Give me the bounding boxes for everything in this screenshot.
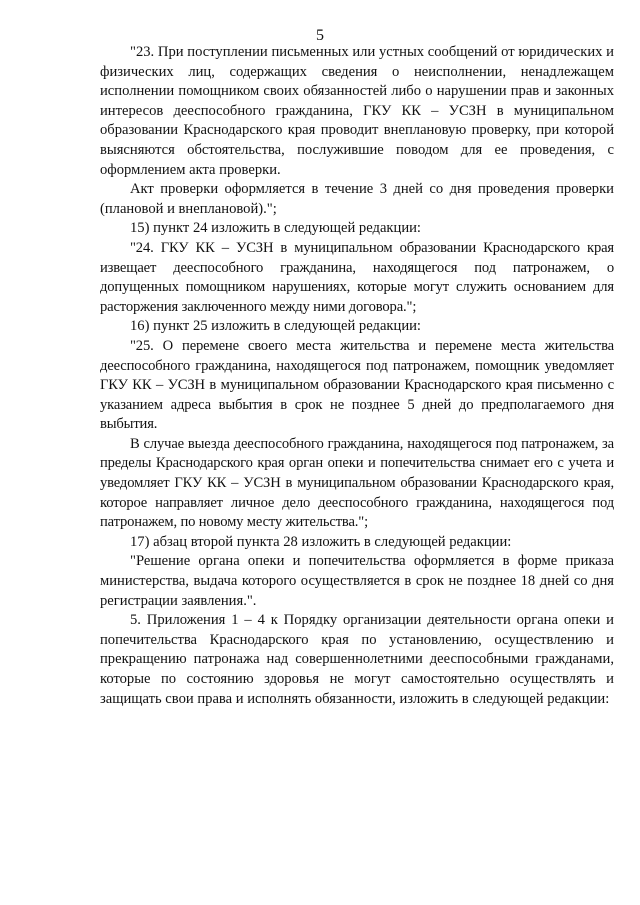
paragraph-decision: "Решение органа опеки и попечительства оформляется в форме приказа министерства, выдача которого осуществляется в срок не позднее 18 дней со дня регистрации заявления.". (100, 553, 614, 609)
paragraph-item-24: "24. ГКУ КК – УСЗН в муниципальном образовании Краснодарского края извещает дееспособного гражданина, находящегося под патронажем, о допущенных помощником нарушениях, которые могут служить основанием для расторжения заключенного между ними договора."; (100, 239, 614, 315)
paragraph-departure: В случае выезда дееспособного гражданина, находящегося под патронажем, за пределы Краснодарского края орган опеки и попечительства снимает его с учета и уведомляет ГКУ КК – УСЗН в муниципальном образовании Краснодарского края, которое направляет личное дело дееспособного гражданина, находящегося под патронажем, по новому месту жительства."; (100, 435, 614, 531)
paragraph-amend-17: 17) абзац второй пункта 28 изложить в следующей редакции: (130, 533, 512, 550)
paragraph-item-25: "25. О перемене своего места жительства и перемене места жительства дееспособного гражданина, находящегося под патронажем, помощник уведомляет ГКУ КК – УСЗН в муниципальном образовании Краснодарского края письменно с указанием адреса выбытия в срок не позднее 5 дней до предполагаемого дня выбытия. (100, 337, 614, 433)
paragraph-appendices: 5. Приложения 1 – 4 к Порядку организации деятельности органа опеки и попечительства Краснодарского края по установлению, осуществлению и прекращению патронажа над совершеннолетними дееспособными гражданами, которые по состоянию здоровья не могут самостоятельно осуществлять и защищать свои права и исполнять обязанности, изложить в следующей редакции: (100, 612, 614, 707)
paragraph-item-23: "23. При поступлении письменных или устных сообщений от юридических и физических лиц, содержащих сведения о неисполнении, ненадлежащем исполнении помощником своих обязанностей либо о нарушении прав и законных интересов дееспособного гражданина, ГКУ КК – УСЗН в муниципальном образовании Краснодарского края проводит внеплановую проверку, при которой выясняются обстоятельства, послужившие поводом для ее проведения, с оформлением акта проверки. (100, 44, 614, 178)
paragraph-amend-16: 16) пункт 25 изложить в следующей редакции: (130, 318, 421, 335)
document-body (100, 43, 614, 709)
paragraph-inspection-act: Акт проверки оформляется в течение 3 дней со дня проведения проверки (плановой и внеплановой)."; (100, 181, 614, 217)
page-number: 5 (316, 27, 324, 44)
paragraph-amend-15: 15) пункт 24 изложить в следующей редакции: (130, 220, 421, 237)
